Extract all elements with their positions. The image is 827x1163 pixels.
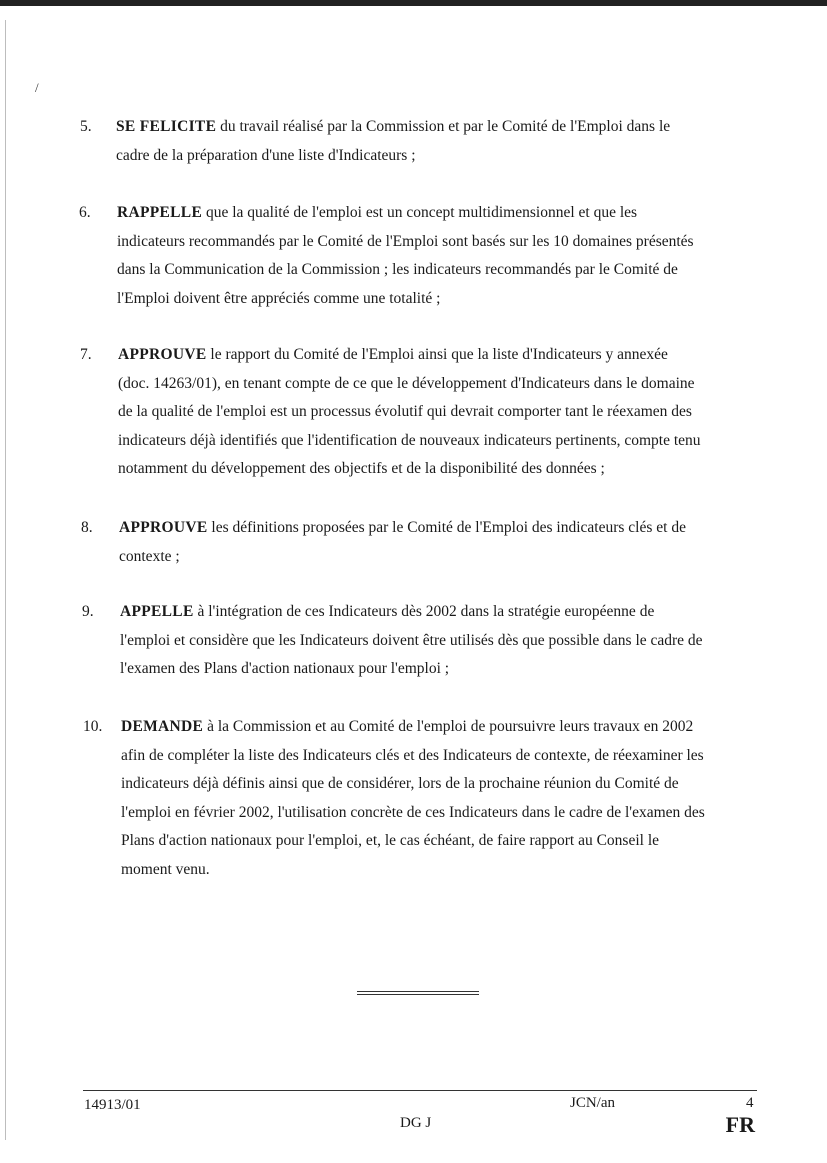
item-text-line: l'emploi et considère que les Indicateurs doivent être utilisés dès que possible dans le cadre de [120,631,703,649]
end-separator [357,991,479,992]
item-number: 8. [81,519,93,536]
top-border [0,0,827,6]
item-text-line: contexte ; [119,547,180,565]
item-number: 6. [79,204,91,221]
end-separator [357,994,479,995]
item-text-line: indicateurs déjà définis ainsi que de considérer, lors de la prochaine réunion du Comité de [121,775,679,792]
item-number: 5. [80,118,92,135]
language-code: FR [725,1112,755,1137]
footer-rule [83,1090,757,1091]
author-initials: JCN/an [570,1095,615,1111]
item-text-line: de la qualité de l'emploi est un processus évolutif qui devrait comporter tant le réexamen des [118,403,692,420]
item-keyword: SE FELICITE [116,118,217,135]
page-number: 4 [746,1095,754,1111]
item-text-line: à la Commission et au Comité de l'emploi de poursuivre leurs travaux en 2002 [203,718,694,735]
item-text-line: l'emploi en février 2002, l'utilisation concrète de ces Indicateurs dans le cadre de l'examen des [121,803,705,821]
item-text-line: notamment du développement des objectifs et de la disponibilité des données ; [118,460,605,477]
item-text-line: afin de compléter la liste des Indicateurs clés et des Indicateurs de contexte, de réexaminer les [121,746,704,764]
item-keyword: DEMANDE [121,718,204,735]
scan-mark: / [35,80,39,95]
item-text-line: les définitions proposées par le Comité de l'Emploi des indicateurs clés et de [207,519,686,536]
item-keyword: APPROUVE [119,519,208,536]
item-text-line: cadre de la préparation d'une liste d'Indicateurs ; [116,146,416,164]
scan-edge [5,20,6,1140]
item-number: 9. [82,603,94,620]
doc-reference: 14913/01 [84,1097,141,1113]
item-text-line: moment venu. [121,860,210,878]
directorate: DG J [400,1115,432,1131]
item-text-line: le rapport du Comité de l'Emploi ainsi que la liste d'Indicateurs y annexée [206,346,668,363]
item-keyword: APPROUVE [118,346,207,363]
item-keyword: RAPPELLE [117,204,203,221]
item-number: 7. [80,346,92,363]
item-text-line: Plans d'action nationaux pour l'emploi, et, le cas échéant, de faire rapport au Conseil le [121,832,660,849]
item-text-line: l'examen des Plans d'action nationaux pour l'emploi ; [120,660,450,677]
item-text-line: l'Emploi doivent être appréciés comme une totalité ; [117,289,441,307]
item-text-line: que la qualité de l'emploi est un concept multidimensionnel et que les [202,204,638,221]
item-keyword: APPELLE [120,603,194,620]
item-text-line: du travail réalisé par la Commission et par le Comité de l'Emploi dans le [216,118,671,135]
item-number: 10. [83,718,103,735]
item-text-line: à l'intégration de ces Indicateurs dès 2002 dans la stratégie européenne de [193,603,655,620]
item-text-line: dans la Communication de la Commission ; les indicateurs recommandés par le Comité de [117,261,678,278]
item-text-line: (doc. 14263/01), en tenant compte de ce que le développement d'Indicateurs dans le domaine [118,374,695,392]
item-text-line: indicateurs recommandés par le Comité de l'Emploi sont basés sur les 10 domaines présentés [117,232,694,250]
item-text-line: indicateurs déjà identifiés que l'identification de nouveaux indicateurs pertinents, compte tenu [118,431,701,449]
